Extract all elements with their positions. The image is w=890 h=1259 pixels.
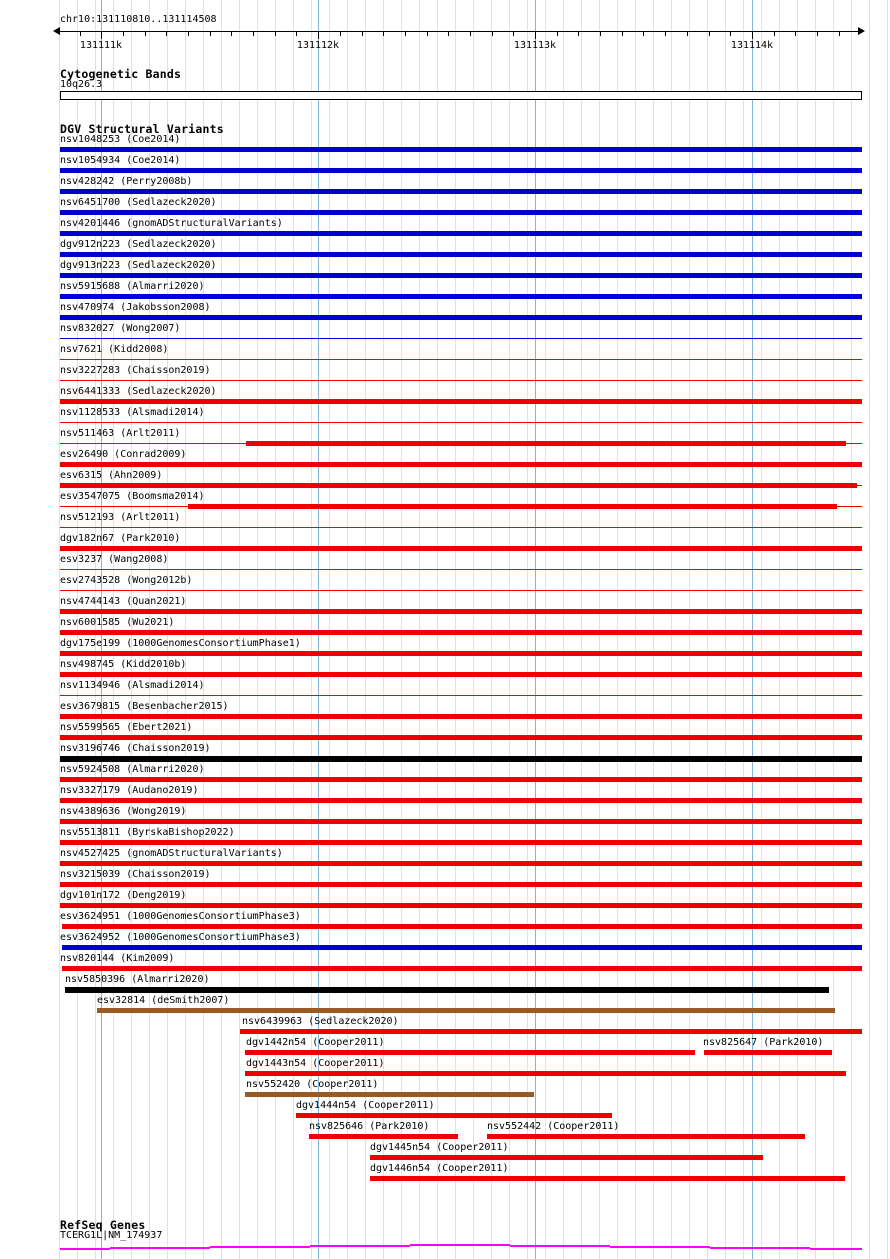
variant-bar[interactable] bbox=[240, 1029, 862, 1034]
variant-bar[interactable] bbox=[60, 210, 862, 215]
gene-intron-segment[interactable] bbox=[510, 1245, 610, 1247]
variant-label: nsv5915688 (Almarri2020) bbox=[60, 281, 205, 292]
variant-bar[interactable] bbox=[245, 1050, 695, 1055]
variant-label: dgv175e199 (1000GenomesConsortiumPhase1) bbox=[60, 638, 301, 649]
ruler-minor-tick bbox=[600, 31, 601, 36]
gene-intron-segment[interactable] bbox=[410, 1244, 510, 1246]
variant-label: nsv4744143 (Quan2021) bbox=[60, 596, 187, 607]
ruler-tick-label: 131114k bbox=[730, 40, 774, 51]
variant-bar[interactable] bbox=[60, 861, 862, 866]
variant-label: dgv182n67 (Park2010) bbox=[60, 533, 181, 544]
variant-bar[interactable] bbox=[60, 147, 862, 152]
track-header-cytobands: Cytogenetic Bands bbox=[60, 67, 182, 81]
variant-label: dgv1445n54 (Cooper2011) bbox=[370, 1142, 509, 1153]
variant-label: nsv820144 (Kim2009) bbox=[60, 953, 175, 964]
variant-bar[interactable] bbox=[60, 882, 862, 887]
variant-label: nsv832027 (Wong2007) bbox=[60, 323, 181, 334]
ruler-minor-tick bbox=[622, 31, 623, 36]
region-label: chr10:131110810..131114508 bbox=[60, 14, 217, 25]
variant-bar[interactable] bbox=[296, 1113, 612, 1118]
variant-bar[interactable] bbox=[60, 422, 862, 423]
variant-label: nsv825647 (Park2010) bbox=[703, 1037, 824, 1048]
ruler-minor-tick bbox=[774, 31, 775, 36]
variant-bar[interactable] bbox=[60, 714, 862, 719]
variant-bar[interactable] bbox=[60, 168, 862, 173]
variant-bar[interactable] bbox=[97, 1008, 835, 1013]
ruler-minor-tick bbox=[730, 31, 731, 36]
variant-bar[interactable] bbox=[245, 1092, 534, 1097]
variant-bar[interactable] bbox=[62, 945, 862, 950]
variant-label: nsv1048253 (Coe2014) bbox=[60, 134, 181, 145]
cytoband-box[interactable] bbox=[60, 91, 862, 100]
variant-label: nsv470974 (Jakobsson2008) bbox=[60, 302, 211, 313]
gridline bbox=[869, 0, 870, 1259]
gene-intron-segment[interactable] bbox=[110, 1247, 210, 1249]
variant-bar[interactable] bbox=[60, 651, 862, 656]
variant-bar[interactable] bbox=[60, 252, 862, 257]
variant-bar[interactable] bbox=[245, 1071, 846, 1076]
ruler-minor-tick bbox=[210, 31, 211, 36]
ruler-minor-tick bbox=[166, 31, 167, 36]
variant-label: nsv5513811 (ByrskaBishop2022) bbox=[60, 827, 235, 838]
ruler-minor-tick bbox=[557, 31, 558, 36]
ruler-minor-tick bbox=[383, 31, 384, 36]
variant-bar[interactable] bbox=[370, 1176, 845, 1181]
ruler-minor-tick bbox=[513, 31, 514, 36]
variant-label: nsv4389636 (Wong2019) bbox=[60, 806, 187, 817]
variant-label: nsv1134946 (Alsmadi2014) bbox=[60, 680, 205, 691]
variant-label: nsv6441333 (Sedlazeck2020) bbox=[60, 386, 217, 397]
variant-label: dgv1444n54 (Cooper2011) bbox=[296, 1100, 435, 1111]
variant-label: nsv1128533 (Alsmadi2014) bbox=[60, 407, 205, 418]
variant-label: esv26490 (Conrad2009) bbox=[60, 449, 187, 460]
ruler-minor-tick bbox=[687, 31, 688, 36]
variant-label: esv32814 (deSmith2007) bbox=[97, 995, 230, 1006]
ruler-minor-tick bbox=[405, 31, 406, 36]
arrow-right-icon bbox=[858, 27, 865, 35]
gene-label: TCERG1L|NM_174937 bbox=[60, 1230, 163, 1241]
ruler-minor-tick bbox=[362, 31, 363, 36]
variant-bar[interactable] bbox=[60, 189, 862, 194]
variant-label: nsv552420 (Cooper2011) bbox=[246, 1079, 379, 1090]
ruler-tick-label: 131112k bbox=[296, 40, 340, 51]
ruler-minor-tick bbox=[340, 31, 341, 36]
variant-label: nsv825646 (Park2010) bbox=[309, 1121, 430, 1132]
variant-label: esv3624952 (1000GenomesConsortiumPhase3) bbox=[60, 932, 301, 943]
variant-bar[interactable] bbox=[246, 441, 846, 446]
ruler-minor-tick bbox=[448, 31, 449, 36]
variant-label: nsv498745 (Kidd2010b) bbox=[60, 659, 187, 670]
variant-bar[interactable] bbox=[60, 315, 862, 320]
variant-bar[interactable] bbox=[487, 1134, 805, 1139]
variant-label: esv6315 (Ahn2009) bbox=[60, 470, 163, 481]
ruler-minor-tick bbox=[839, 31, 840, 36]
variant-label: esv3624951 (1000GenomesConsortiumPhase3) bbox=[60, 911, 301, 922]
variant-bar[interactable] bbox=[60, 546, 862, 551]
variant-bar[interactable] bbox=[60, 231, 862, 236]
ruler-minor-tick bbox=[275, 31, 276, 36]
ruler-major-tick bbox=[535, 31, 536, 39]
arrow-left-icon bbox=[53, 27, 60, 35]
variant-label: nsv511463 (Arlt2011) bbox=[60, 428, 181, 439]
ruler-line bbox=[57, 31, 861, 32]
variant-label: dgv1442n54 (Cooper2011) bbox=[246, 1037, 385, 1048]
gene-intron-segment[interactable] bbox=[310, 1245, 410, 1247]
variant-bar[interactable] bbox=[60, 630, 862, 635]
variant-label: dgv1446n54 (Cooper2011) bbox=[370, 1163, 509, 1174]
ruler-minor-tick bbox=[795, 31, 796, 36]
variant-label: nsv3196746 (Chaisson2019) bbox=[60, 743, 211, 754]
variant-label: dgv912n223 (Sedlazeck2020) bbox=[60, 239, 217, 250]
gridline bbox=[887, 0, 888, 1259]
ruler-minor-tick bbox=[470, 31, 471, 36]
variant-label: nsv428242 (Perry2008b) bbox=[60, 176, 193, 187]
variant-bar[interactable] bbox=[60, 359, 862, 360]
variant-bar[interactable] bbox=[60, 462, 862, 467]
variant-bar[interactable] bbox=[60, 798, 862, 803]
ruler-minor-tick bbox=[427, 31, 428, 36]
variant-bar[interactable] bbox=[370, 1155, 763, 1160]
variant-label: dgv101n172 (Deng2019) bbox=[60, 890, 187, 901]
variant-bar[interactable] bbox=[60, 569, 862, 570]
variant-bar[interactable] bbox=[62, 924, 862, 929]
ruler-minor-tick bbox=[296, 31, 297, 36]
variant-label: esv3237 (Wang2008) bbox=[60, 554, 169, 565]
ruler-major-tick bbox=[752, 31, 753, 39]
variant-bar[interactable] bbox=[846, 443, 862, 444]
variant-label: nsv552442 (Cooper2011) bbox=[487, 1121, 620, 1132]
cytoband-label: 10q26.3 bbox=[60, 79, 103, 90]
track-header-refseq: RefSeq Genes bbox=[60, 1218, 146, 1232]
variant-bar[interactable] bbox=[60, 735, 862, 740]
variant-bar[interactable] bbox=[60, 840, 862, 845]
gene-intron-segment[interactable] bbox=[710, 1247, 810, 1249]
variant-bar[interactable] bbox=[60, 903, 862, 908]
ruler-minor-tick bbox=[145, 31, 146, 36]
variant-bar[interactable] bbox=[65, 987, 829, 993]
ruler-minor-tick bbox=[578, 31, 579, 36]
variant-label: nsv3227283 (Chaisson2019) bbox=[60, 365, 211, 376]
ruler-minor-tick bbox=[643, 31, 644, 36]
variant-label: nsv6451700 (Sedlazeck2020) bbox=[60, 197, 217, 208]
variant-bar[interactable] bbox=[60, 380, 862, 381]
variant-bar[interactable] bbox=[60, 756, 862, 762]
variant-label: nsv4201446 (gnomADStructuralVariants) bbox=[60, 218, 283, 229]
variant-label: dgv913n223 (Sedlazeck2020) bbox=[60, 260, 217, 271]
ruler-major-tick bbox=[318, 31, 319, 39]
variant-label: nsv3327179 (Audano2019) bbox=[60, 785, 199, 796]
variant-label: nsv6001585 (Wu2021) bbox=[60, 617, 175, 628]
variant-label: nsv512193 (Arlt2011) bbox=[60, 512, 181, 523]
ruler-minor-tick bbox=[188, 31, 189, 36]
ruler-major-tick bbox=[101, 31, 102, 39]
variant-label: esv3679815 (Besenbacher2015) bbox=[60, 701, 229, 712]
track-header-dgv: DGV Structural Variants bbox=[60, 122, 224, 136]
ruler-minor-tick bbox=[123, 31, 124, 36]
ruler-minor-tick bbox=[80, 31, 81, 36]
variant-label: nsv5924508 (Almarri2020) bbox=[60, 764, 205, 775]
variant-label: nsv6439963 (Sedlazeck2020) bbox=[242, 1016, 399, 1027]
variant-bar[interactable] bbox=[309, 1134, 458, 1139]
variant-label: nsv5850396 (Almarri2020) bbox=[65, 974, 210, 985]
ruler-minor-tick bbox=[492, 31, 493, 36]
variant-label: nsv4527425 (gnomADStructuralVariants) bbox=[60, 848, 283, 859]
variant-bar[interactable] bbox=[60, 590, 862, 591]
variant-label: nsv7621 (Kidd2008) bbox=[60, 344, 169, 355]
ruler-minor-tick bbox=[817, 31, 818, 36]
gene-intron-segment[interactable] bbox=[60, 1248, 110, 1250]
variant-bar[interactable] bbox=[188, 504, 837, 509]
variant-label: nsv3215039 (Chaisson2019) bbox=[60, 869, 211, 880]
gene-intron-segment[interactable] bbox=[810, 1248, 862, 1250]
variant-bar[interactable] bbox=[60, 777, 862, 782]
variant-label: nsv1054934 (Coe2014) bbox=[60, 155, 181, 166]
variant-bar[interactable] bbox=[60, 672, 862, 677]
variant-bar[interactable] bbox=[60, 483, 857, 488]
variant-bar[interactable] bbox=[60, 819, 862, 824]
variant-bar[interactable] bbox=[60, 294, 862, 299]
variant-bar[interactable] bbox=[60, 527, 862, 528]
variant-bar[interactable] bbox=[60, 609, 862, 614]
gene-intron-segment[interactable] bbox=[610, 1246, 710, 1248]
variant-bar[interactable] bbox=[60, 506, 188, 507]
variant-label: nsv5599565 (Ebert2021) bbox=[60, 722, 193, 733]
variant-label: esv3547075 (Boomsma2014) bbox=[60, 491, 205, 502]
ruler-tick-label: 131113k bbox=[513, 40, 557, 51]
variant-bar[interactable] bbox=[62, 966, 862, 971]
variant-bar[interactable] bbox=[704, 1050, 832, 1055]
ruler-minor-tick bbox=[665, 31, 666, 36]
gene-intron-segment[interactable] bbox=[210, 1246, 310, 1248]
variant-bar[interactable] bbox=[60, 443, 246, 444]
variant-bar[interactable] bbox=[60, 338, 862, 339]
variant-bar[interactable] bbox=[60, 399, 862, 404]
ruler-tick-label: 131111k bbox=[79, 40, 123, 51]
variant-bar[interactable] bbox=[60, 273, 862, 278]
variant-bar[interactable] bbox=[857, 485, 862, 486]
variant-label: dgv1443n54 (Cooper2011) bbox=[246, 1058, 385, 1069]
ruler-minor-tick bbox=[231, 31, 232, 36]
variant-bar[interactable] bbox=[837, 506, 862, 507]
ruler-minor-tick bbox=[709, 31, 710, 36]
ruler-minor-tick bbox=[253, 31, 254, 36]
variant-label: esv2743528 (Wong2012b) bbox=[60, 575, 193, 586]
variant-bar[interactable] bbox=[60, 695, 862, 696]
